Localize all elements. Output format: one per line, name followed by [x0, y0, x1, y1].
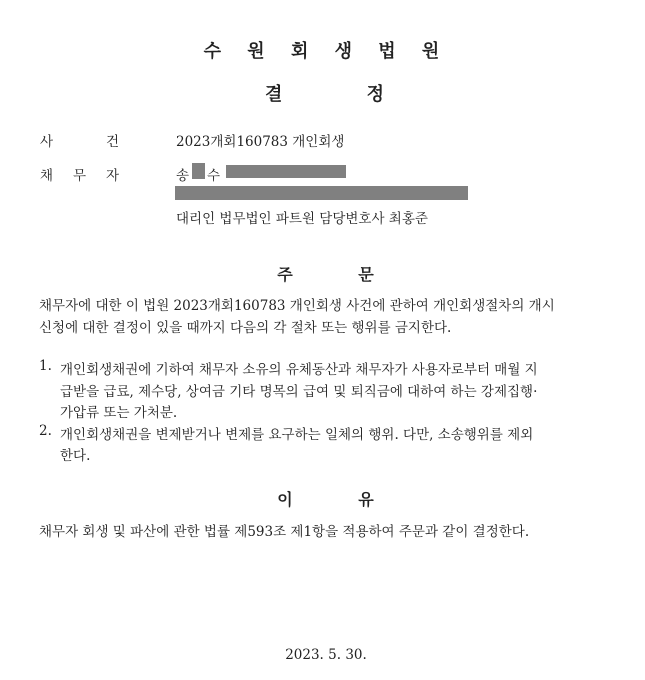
court-name: 수 원 회 생 법 원 — [203, 41, 450, 62]
decision-date: 2023. 5. 30. — [285, 647, 367, 663]
order-title: 주 문 — [277, 265, 374, 284]
redaction-id — [226, 165, 346, 178]
reason-title: 이 유 — [277, 490, 374, 509]
case-label-char-1: 사 — [40, 134, 54, 150]
document-type-title: 결 정 — [264, 84, 385, 105]
order-item-1-line-1: 개인회생채권에 기하여 채무자 소유의 유체동산과 채무자가 사용자로부터 매월 지 — [60, 362, 538, 378]
debtor-label-char-1: 채 — [40, 168, 54, 184]
order-item-2-line-1: 개인회생채권을 변제받거나 변제를 요구하는 일체의 행위. 다만, 소송행위를 제외 — [60, 427, 534, 443]
debtor-name-suffix: 수 — [207, 168, 221, 184]
reason-text: 채무자 회생 및 파산에 관한 법률 제593조 제1항을 적용하여 주문과 같이 결정한다. — [39, 524, 530, 540]
order-item-1-line-3: 가압류 또는 가처분. — [60, 405, 178, 421]
debtor-name-prefix: 송 — [176, 168, 190, 184]
debtor-agent: 대리인 법무법인 파트원 담당변호사 최홍준 — [176, 211, 428, 227]
case-number: 2023개회160783 개인회생 — [176, 134, 345, 150]
order-item-1-number: 1. — [39, 358, 52, 374]
order-item-1-line-2: 급받을 급료, 제수당, 상여금 기타 명목의 급여 및 퇴직금에 대하여 하는 강제집행· — [60, 384, 538, 400]
order-item-2-number: 2. — [39, 423, 52, 439]
order-intro-line-1: 채무자에 대한 이 법원 2023개회160783 개인회생 사건에 관하여 개인회생절차의 개시 — [39, 298, 555, 314]
debtor-label-char-2: 무 — [73, 168, 87, 184]
case-label-char-2: 건 — [106, 134, 120, 150]
debtor-label-char-3: 자 — [106, 168, 120, 184]
order-intro-line-2: 신청에 대한 결정이 있을 때까지 다음의 각 절차 또는 행위를 금지한다. — [39, 320, 452, 336]
redaction-name — [192, 163, 205, 179]
redaction-address — [175, 186, 468, 200]
order-item-2-line-2: 한다. — [60, 448, 91, 464]
